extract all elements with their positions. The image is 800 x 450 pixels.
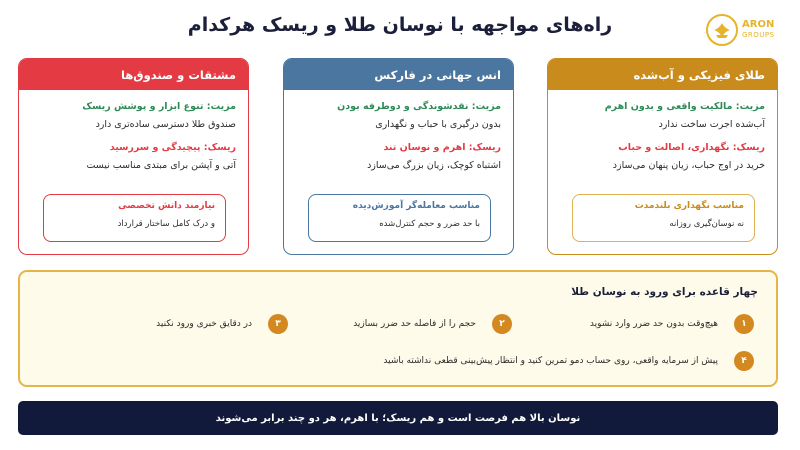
gold-bars-icon xyxy=(706,14,738,46)
risk-label: ریسک: اهرم و نوسان تند xyxy=(383,142,501,153)
card-header: مشتقات و صندوق‌ها xyxy=(19,59,248,90)
advantage-text: بدون درگیری با حباب و نگهداری xyxy=(375,119,501,130)
risk-label: ریسک: نگهداری، اصالت و حباب xyxy=(618,142,765,153)
suitability-note xyxy=(43,194,226,242)
rule-number-badge: ۳ xyxy=(268,314,288,334)
advantage-text: آب‌شده اجرت ساخت ندارد xyxy=(658,119,765,130)
card-derivatives-funds xyxy=(18,58,249,255)
risk-text: خرید در اوج حباب، زیان پنهان می‌سازد xyxy=(612,160,765,171)
advantage-label: مزیت: مالکیت واقعی و بدون اهرم xyxy=(604,101,765,112)
card-header: انس جهانی در فارکس xyxy=(284,59,513,90)
suitability-note xyxy=(572,194,755,242)
risk-label: ریسک: پیچیدگی و سررسید xyxy=(109,142,236,153)
rule-item-4 xyxy=(383,351,754,371)
note-title: نیازمند دانش تخصصی xyxy=(118,201,215,211)
advantage-label: مزیت: نقدشوندگی و دوطرفه بودن xyxy=(337,101,501,112)
advantage-label: مزیت: تنوع ابزار و پوشش ریسک xyxy=(82,101,236,112)
card-physical-gold xyxy=(547,58,778,255)
logo-brand: ARON xyxy=(742,19,775,30)
footer-banner: نوسان بالا هم فرصت است و هم ریسک؛ با اهرم، هر دو چند برابر می‌شوند xyxy=(18,401,778,435)
rule-number-badge: ۴ xyxy=(734,351,754,371)
note-title: مناسب نگهداری بلندمدت xyxy=(634,201,744,211)
note-sub: نه نوسان‌گیری روزانه xyxy=(669,219,744,229)
card-header: طلای فیزیکی و آب‌شده xyxy=(548,59,777,90)
rule-number-badge: ۲ xyxy=(492,314,512,334)
rules-title: چهار قاعده برای ورود به نوسان طلا xyxy=(571,286,758,298)
note-title: مناسب معامله‌گر آموزش‌دیده xyxy=(352,201,480,211)
note-sub: و درک کامل ساختار قرارداد xyxy=(117,219,215,229)
rules-panel xyxy=(18,270,778,387)
suitability-note xyxy=(308,194,491,242)
card-forex-ounce xyxy=(283,58,514,255)
rule-text: حجم را از فاصله حد ضرر بسازید xyxy=(353,319,476,329)
rule-item-1 xyxy=(590,314,754,334)
advantage-text: صندوق طلا دسترسی ساده‌تری دارد xyxy=(95,119,236,130)
rule-item-2 xyxy=(353,314,512,334)
logo-sub: GROUPS xyxy=(742,31,775,39)
risk-text: اشتباه کوچک، زیان بزرگ می‌سازد xyxy=(367,160,501,171)
rule-number-badge: ۱ xyxy=(734,314,754,334)
aron-logo xyxy=(706,12,778,48)
rule-item-3 xyxy=(156,314,288,334)
page-title: راه‌های مواجهه با نوسان طلا و ریسک هرکدام xyxy=(187,14,613,36)
risk-text: آتی و آپشن برای مبتدی مناسب نیست xyxy=(86,160,236,171)
note-sub: با حد ضرر و حجم کنترل‌شده xyxy=(379,219,480,229)
rule-text: پیش از سرمایه واقعی، روی حساب دمو تمرین کنید و انتظار پیش‌بینی قطعی نداشته باشید xyxy=(383,356,718,366)
rule-text: در دقایق خبری ورود نکنید xyxy=(156,319,252,329)
rule-text: هیچ‌وقت بدون حد ضرر وارد نشوید xyxy=(589,319,718,329)
